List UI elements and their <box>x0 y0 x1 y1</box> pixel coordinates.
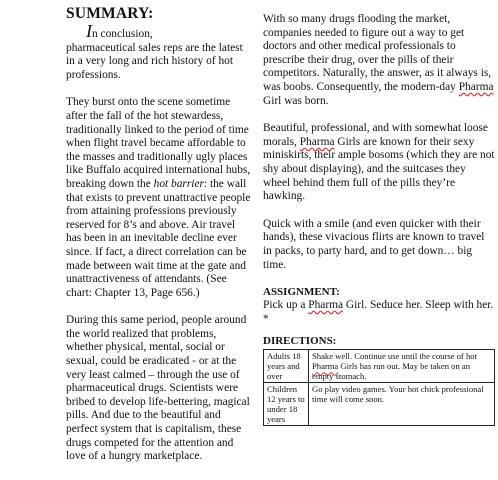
directions-text-cell <box>309 350 495 383</box>
directions-text-cell <box>309 383 495 426</box>
intro-paragraph <box>66 21 252 82</box>
directions-text-2: Girls has run out. May be taken on an empty stomach. <box>312 361 471 382</box>
right-column <box>263 0 495 426</box>
pharma-word: Pharma <box>308 299 344 312</box>
pharma-born-text-2: Girl was born. <box>263 94 329 107</box>
intro-dropcap: I <box>86 21 92 41</box>
paragraph-hot-barrier <box>66 96 252 300</box>
paragraph-hot-barrier-text-2: : the wall that exists to prevent unattractive people from attaining professions previously reserved for 8’s and above. Air travel has been in an inevitable decline ever since. If fact, a direct correlation can be made between wait time at the gate and unattractiveness of attendants. (See chart: Chapter 13, Page 656.) <box>66 177 251 299</box>
directions-table <box>263 349 495 426</box>
pharma-known-text-1: Beautiful, professional, and with somewhat loose morals, <box>263 122 488 148</box>
intro-continued: pharmaceutical sales reps are the latest in a very long and rich history of hot professions. <box>66 41 243 81</box>
assignment-heading: ASSIGNMENT: <box>263 286 340 299</box>
pharma-born-text-1: With so many drugs flooding the market, companies needed to figure out a way to get doctors and other medical professionals to prescribe their drug, over the pills of their competitors. Naturally, the answer, as it always is, was boobs. Consequently, the modern-day <box>263 13 492 93</box>
directions-age-cell: Adults 18 years and over <box>264 350 309 383</box>
intro-first-line: n conclusion, <box>92 28 153 40</box>
paragraph-hot-barrier-text-1: They burst onto the scene sometime after the fall of the hot stewardess, traditionally linked to the period of time when flight travel became affordable to the masses and traditionally ugly places like Buffalo acquired international hubs, breaking down the <box>66 96 251 190</box>
assignment-text-2: Girl. Seduce her. Sleep with her. * <box>263 299 494 325</box>
assignment-section <box>263 286 495 326</box>
directions-text-1: Go play video games. Your hot chick professional time will come soon. <box>312 384 484 405</box>
table-row <box>264 383 495 426</box>
pharma-known-text-2: Girls are known for their sexy miniskirts, their ample bosoms (which they are not shy about displaying), and the suitcases they wheel behind them full of the pills they’re hawking. <box>263 135 495 203</box>
directions-age-cell: Children 12 years to under 18 years <box>264 383 309 426</box>
pharma-word: Pharma <box>312 361 339 372</box>
paragraph-vivacious-flirts: Quick with a smile (and even quicker with their hands), these vivacious flirts are known to travel in packs, to party hard, and to get down… big time. <box>263 217 485 271</box>
left-column <box>66 0 252 464</box>
table-row <box>264 350 495 383</box>
summary-heading: SUMMARY: <box>66 5 154 22</box>
pharma-word: Pharma <box>299 135 335 148</box>
paragraph-pharma-girl-born <box>263 13 495 108</box>
directions-text-1: Shake well. Continue use until the course of hot <box>312 351 477 362</box>
assignment-text <box>263 299 495 326</box>
assignment-text-1: Pick up a <box>263 299 309 312</box>
hot-barrier-italic: hot barrier <box>153 177 204 190</box>
paragraph-pharma-girls-known <box>263 122 495 204</box>
directions-heading: DIRECTIONS: <box>263 335 337 348</box>
pharma-word: Pharma <box>458 80 494 93</box>
paragraph-pharmaceutical-drugs: During this same period, people around the world realized that problems, whether physical, mental, social or sexual, could be eradicated - or at the very least calmed – through the use of pharmaceutical drugs. Scientists were bribed to develop life-bettering, magical pills. And due to the beautiful and perfect system that is capitalism, these drugs competed for the attention and love of a hungry marketplace. <box>66 314 250 463</box>
